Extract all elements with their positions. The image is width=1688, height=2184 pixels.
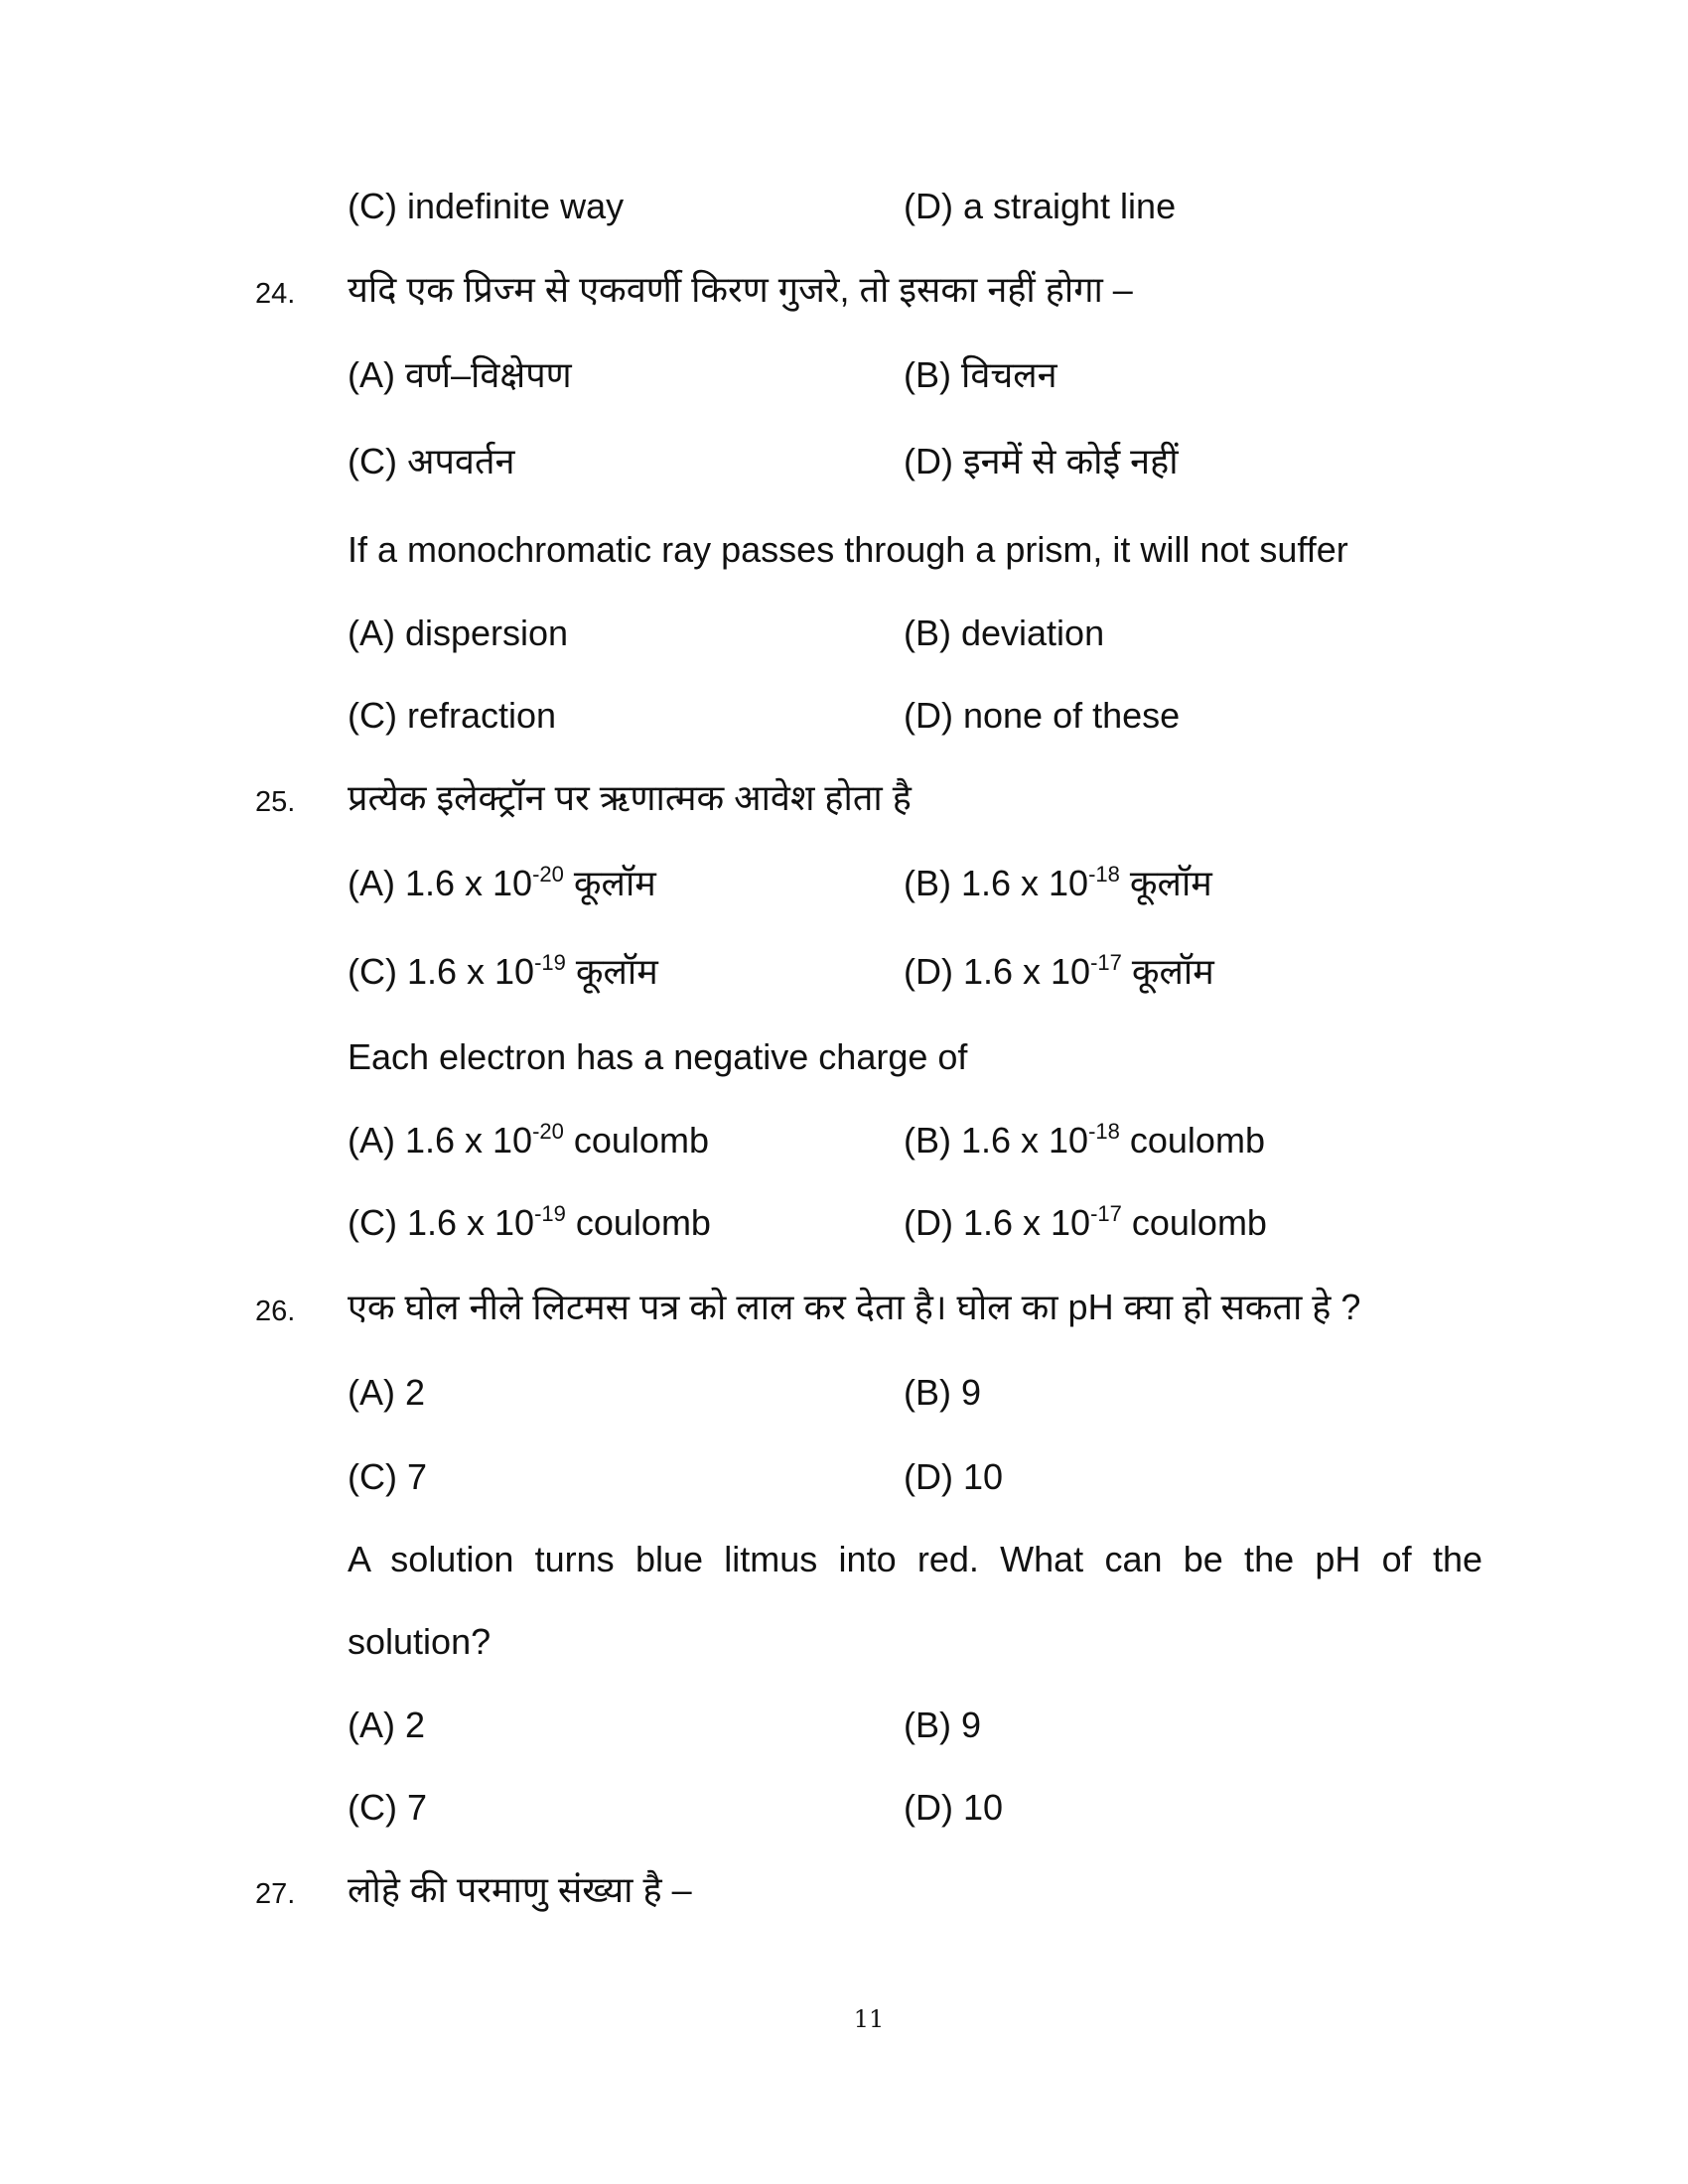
option-text: (A) dispersion	[348, 613, 569, 653]
option-text: (D) 10	[904, 1456, 1004, 1497]
unit: coulomb	[565, 1202, 711, 1243]
option-text: (A) 2	[348, 1705, 426, 1745]
option-text: (D) a straight line	[904, 186, 1177, 226]
option-right	[904, 1786, 1003, 1830]
option-right	[904, 950, 1214, 994]
unit: coulomb	[1121, 1202, 1267, 1243]
exponent: -20	[532, 862, 564, 887]
option-right	[904, 1371, 981, 1415]
question-text: If a monochromatic ray passes through a prism, it will not suffer	[348, 529, 1348, 570]
option-text: (C) indefinite way	[348, 186, 625, 226]
option-left	[348, 1786, 427, 1830]
option-text: (C) 1.6 x 10	[348, 951, 535, 992]
option-right	[904, 1201, 1267, 1245]
option-right	[904, 612, 1104, 655]
option-left	[348, 950, 658, 994]
question-number: 24.	[255, 278, 296, 310]
option-right	[904, 1704, 981, 1747]
option-text: (A) 1.6 x 10	[348, 863, 533, 903]
option-left	[348, 1201, 711, 1245]
option-text: (C) 7	[348, 1456, 427, 1497]
question-text: Each electron has a negative charge of	[348, 1036, 968, 1077]
unit: कूलॉम	[565, 951, 658, 992]
option-text: (C) refraction	[348, 695, 557, 736]
option-text: (C) 1.6 x 10	[348, 1202, 535, 1243]
question-text: यदि एक प्रिज्म से एकवर्णी किरण गुजरे, तो इसका नहीं होगा –	[348, 269, 1133, 310]
question-number: 26.	[255, 1296, 296, 1327]
question-text: solution?	[348, 1621, 492, 1662]
option-left	[348, 440, 514, 483]
option-text: (D) none of these	[904, 695, 1181, 736]
option-left	[348, 353, 572, 397]
option-right	[904, 862, 1212, 905]
exponent: -18	[1088, 1119, 1120, 1144]
option-text: (B) deviation	[904, 613, 1105, 653]
option-left	[348, 862, 656, 905]
question-text: लोहे की परमाणु संख्या है –	[348, 1869, 692, 1910]
option-text: (B) 9	[904, 1705, 982, 1745]
exponent: -17	[1090, 950, 1122, 975]
option-text: (C) अपवर्तन	[348, 441, 515, 481]
option-text: (B) 9	[904, 1372, 982, 1413]
option-left	[348, 185, 624, 228]
option-left	[348, 1455, 427, 1499]
option-left	[348, 1704, 425, 1747]
unit: coulomb	[1119, 1120, 1265, 1160]
unit: कूलॉम	[1121, 951, 1214, 992]
option-text: (A) वर्ण–विक्षेपण	[348, 354, 572, 395]
option-right	[904, 440, 1179, 483]
option-left	[348, 1119, 709, 1162]
option-text: (A) 1.6 x 10	[348, 1120, 533, 1160]
unit: कूलॉम	[563, 863, 656, 903]
exponent: -18	[1088, 862, 1120, 887]
option-left	[348, 612, 568, 655]
option-right	[904, 1119, 1265, 1162]
option-right	[904, 353, 1057, 397]
option-left	[348, 1371, 425, 1415]
option-text: (B) 1.6 x 10	[904, 1120, 1089, 1160]
option-right	[904, 185, 1176, 228]
option-text: (D) इनमें से कोई नहीं	[904, 441, 1179, 481]
option-text: (A) 2	[348, 1372, 426, 1413]
option-text: (C) 7	[348, 1787, 427, 1828]
page-number: 11	[853, 2005, 885, 2033]
option-right	[904, 1455, 1003, 1499]
unit: कूलॉम	[1119, 863, 1212, 903]
question-text: A solution turns blue litmus into red. What can be the pH of the	[348, 1539, 1482, 1579]
exponent: -19	[534, 1201, 566, 1226]
option-text: (D) 1.6 x 10	[904, 1202, 1091, 1243]
option-text: (B) विचलन	[904, 354, 1057, 395]
exponent: -20	[532, 1119, 564, 1144]
question-text: एक घोल नीले लिटमस पत्र को लाल कर देता है। घोल का pH क्या हो सकता हे ?	[348, 1287, 1361, 1327]
exponent: -17	[1090, 1201, 1122, 1226]
option-left	[348, 694, 556, 738]
option-text: (D) 10	[904, 1787, 1004, 1828]
question-text: प्रत्येक इलेक्ट्रॉन पर ऋणात्मक आवेश होता है	[348, 777, 912, 818]
question-number: 27.	[255, 1878, 296, 1910]
option-right	[904, 694, 1180, 738]
unit: coulomb	[563, 1120, 709, 1160]
question-number: 25.	[255, 786, 296, 818]
exponent: -19	[534, 950, 566, 975]
option-text: (D) 1.6 x 10	[904, 951, 1091, 992]
option-text: (B) 1.6 x 10	[904, 863, 1089, 903]
